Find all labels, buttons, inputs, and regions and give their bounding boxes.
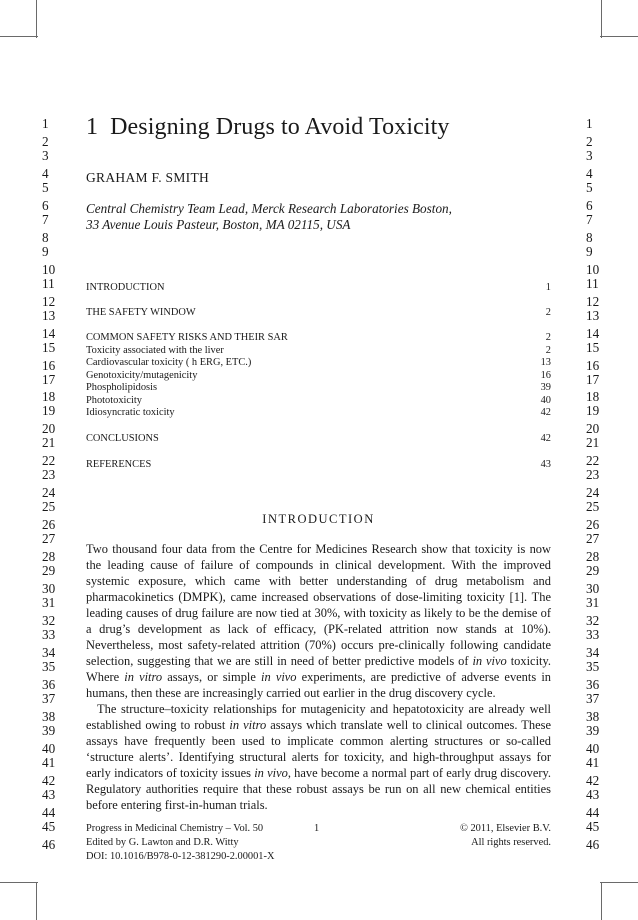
- footer-series: Progress in Medicinal Chemistry – Vol. 50: [86, 823, 264, 834]
- page-number: 1: [314, 823, 320, 834]
- line-number: 11: [42, 275, 55, 291]
- line-number: 27: [42, 531, 56, 547]
- line-number: 27: [586, 531, 600, 547]
- line-number: 4: [42, 165, 49, 181]
- line-number: 38: [42, 708, 56, 724]
- text-run: assays, or simple: [162, 669, 262, 684]
- author-affiliation: [86, 201, 452, 233]
- toc-entry-label: Phospholipidosis: [86, 382, 158, 393]
- line-number: 35: [586, 658, 600, 674]
- line-number: 10: [586, 261, 600, 277]
- crop-mark: [600, 882, 638, 883]
- line-number: 29: [586, 563, 600, 579]
- footer-editors: Edited by G. Lawton and D.R. Witty: [86, 837, 239, 848]
- line-number: 7: [586, 211, 593, 227]
- line-number: 20: [42, 421, 56, 437]
- toc-group-intro: [86, 282, 551, 295]
- line-number: 22: [42, 453, 56, 469]
- line-number: 33: [586, 627, 600, 642]
- line-number: 23: [586, 467, 600, 483]
- toc-entry[interactable]: [86, 395, 551, 408]
- line-number: 1: [586, 116, 593, 131]
- line-number: 35: [42, 658, 56, 674]
- toc-entry[interactable]: [86, 357, 551, 370]
- toc-entry[interactable]: [86, 407, 551, 420]
- toc-entry-label: Cardiovascular toxicity ( h ERG, ETC.): [86, 357, 252, 368]
- italic-run: in vivo: [261, 669, 297, 684]
- line-number: 41: [42, 754, 56, 770]
- line-number: 46: [586, 836, 600, 852]
- crop-mark: [600, 36, 638, 37]
- line-number: 22: [586, 453, 600, 469]
- toc-entry[interactable]: [86, 370, 551, 383]
- line-number: 16: [586, 357, 600, 373]
- line-numbers-right: [586, 116, 599, 851]
- toc-entry-page: 43: [540, 459, 551, 470]
- line-number: 15: [42, 339, 56, 355]
- line-number: 9: [586, 243, 593, 259]
- line-number: 13: [42, 307, 56, 323]
- line-number: 7: [42, 211, 49, 227]
- toc-entry-page: 16: [540, 369, 551, 381]
- line-number: 14: [42, 325, 56, 341]
- line-number: 21: [586, 435, 600, 451]
- line-number: 32: [586, 613, 600, 629]
- toc-group-conclusions: [86, 433, 551, 446]
- line-number: 28: [586, 549, 600, 565]
- toc-entry[interactable]: [86, 345, 551, 358]
- crop-mark: [601, 0, 602, 38]
- line-number: 36: [586, 676, 600, 692]
- line-number: 9: [42, 243, 49, 259]
- text-run: The structure–toxicity relationships for mutagenicity and hepatotoxicity are already well established owing to robust: [86, 701, 551, 732]
- paragraph: [86, 702, 551, 814]
- line-number: 3: [586, 147, 593, 163]
- line-number: 3: [42, 147, 49, 163]
- line-number: 10: [42, 261, 56, 277]
- footer-publication-info: [86, 822, 274, 864]
- text-run: assays which translate well to clinical outcomes. These assays have frequently been used to implicate common alerting structures or so-called ‘structure alerts’. Identifying structural alerts for toxicity, and high-throughput assays for early indicators of toxicity issues: [86, 717, 551, 780]
- toc-entry-label: Phototoxicity: [86, 394, 142, 406]
- footer-copyright: [460, 822, 551, 850]
- footer-doi[interactable]: DOI: 10.1016/B978-0-12-381290-2.00001-X: [86, 851, 275, 862]
- toc-entry[interactable]: [86, 307, 551, 320]
- affiliation-line: Central Chemistry Team Lead, Merck Research Laboratories Boston,: [86, 201, 452, 216]
- italic-run: in vivo: [254, 765, 288, 780]
- toc-entry-label: INTRODUCTION: [86, 282, 165, 293]
- line-number: 34: [586, 644, 600, 660]
- line-number: 5: [42, 179, 49, 195]
- line-number: 31: [586, 595, 600, 611]
- toc-group-references: [86, 459, 551, 472]
- line-number: 12: [586, 293, 600, 309]
- line-number: 40: [42, 740, 56, 756]
- body-text: [86, 542, 551, 814]
- line-number: 31: [42, 595, 56, 611]
- toc-entry-label: Toxicity associated with the liver: [86, 344, 224, 356]
- affiliation-line: 33 Avenue Louis Pasteur, Boston, MA 02115, USA: [86, 217, 351, 232]
- text-run: , have become a normal part of early drug discovery. Regulatory authorities require that these robust assays be run on all new chemical entities before entering first-in-human trials.: [86, 765, 552, 812]
- line-number: 30: [586, 581, 600, 597]
- line-number: 38: [586, 708, 600, 724]
- line-number: 2: [42, 133, 49, 149]
- line-number: 1: [42, 116, 49, 131]
- line-number: 33: [42, 627, 56, 642]
- line-number: 6: [586, 197, 593, 213]
- line-number: 37: [42, 690, 56, 706]
- line-number: 42: [586, 772, 600, 788]
- crop-mark: [36, 882, 37, 920]
- toc-entry-page: 2: [545, 344, 551, 356]
- line-number: 6: [42, 197, 49, 213]
- line-number: 24: [586, 485, 600, 501]
- line-numbers-left: [42, 116, 55, 851]
- toc-entry-label: Idiosyncratic toxicity: [86, 407, 175, 418]
- line-number: 43: [586, 786, 600, 802]
- copyright-text: © 2011, Elsevier B.V.: [459, 823, 551, 834]
- toc-entry-page: 13: [540, 357, 551, 368]
- line-number: 20: [586, 421, 600, 437]
- toc-entry-page: 42: [540, 407, 551, 418]
- paragraph: [86, 542, 551, 702]
- toc-entry[interactable]: [86, 382, 551, 395]
- toc-entry-label: REFERENCES: [86, 459, 152, 470]
- chapter-number: 1: [86, 114, 99, 140]
- line-number: 15: [586, 339, 600, 355]
- line-number: 4: [586, 165, 593, 181]
- crop-mark: [0, 882, 38, 883]
- italic-run: in vitro: [229, 717, 267, 732]
- line-number: 25: [42, 499, 56, 515]
- line-number: 8: [42, 229, 49, 245]
- line-number: 26: [586, 517, 600, 533]
- italic-run: in vivo: [472, 653, 507, 668]
- toc-entry-label: Genotoxicity/mutagenicity: [86, 369, 198, 381]
- line-number: 23: [42, 467, 56, 483]
- line-number: 11: [586, 275, 599, 291]
- section-heading: INTRODUCTION: [262, 512, 375, 526]
- toc-entry-page: 40: [540, 394, 551, 406]
- text-run: Two thousand four data from the Centre for Medicines Research show that toxicity is now the leading cause of failure of compounds in clinical development. With the improved systemic exposure, which came with better understanding of drug metabolism and pharmacokinetics (DMPK), came increased observations of dose-limiting toxicity [1]. The leading causes of drug failure are now tied at 30%, with toxicity as likely to be the demise of a drug’s development as lack of efficacy, (PK-related attrition now stands at 10%). Nevertheless, most safety-related attrition (70%) occurs pre-clinically following candidate selection, suggesting that we are still in need of better predictive models of: [86, 542, 551, 668]
- line-number: 8: [586, 229, 593, 245]
- line-number: 39: [586, 722, 600, 738]
- line-number: 29: [42, 563, 56, 579]
- line-number: 18: [586, 389, 600, 405]
- line-number: 19: [42, 403, 56, 419]
- line-number: 14: [586, 325, 600, 341]
- line-number: 16: [42, 357, 56, 373]
- toc-entry-label: COMMON SAFETY RISKS AND THEIR SAR: [86, 332, 288, 343]
- line-number: 13: [586, 307, 600, 323]
- crop-mark: [601, 882, 602, 920]
- line-number: 40: [586, 740, 600, 756]
- crop-mark: [36, 0, 37, 38]
- toc-entry[interactable]: [86, 459, 551, 472]
- line-number: 24: [42, 485, 56, 501]
- line-number: 18: [42, 389, 56, 405]
- toc-entry[interactable]: [86, 433, 551, 446]
- line-number: 36: [42, 676, 56, 692]
- line-number: 34: [42, 644, 56, 660]
- author-name: GRAHAM F. SMITH: [86, 170, 210, 185]
- line-number: 39: [42, 722, 56, 738]
- line-number: 26: [42, 517, 56, 533]
- line-number: 42: [42, 772, 56, 788]
- line-number: 46: [42, 836, 56, 852]
- toc-entry-label: CONCLUSIONS: [86, 433, 159, 444]
- italic-run: in vitro: [124, 669, 163, 684]
- text-run: toxicity. Where: [86, 653, 551, 684]
- chapter-title-text: Designing Drugs to Avoid Toxicity: [110, 114, 450, 140]
- line-number: 44: [42, 804, 56, 820]
- toc-entry-page: 1: [545, 282, 551, 293]
- line-number: 21: [42, 435, 56, 451]
- line-number: 41: [586, 754, 600, 770]
- line-number: 44: [586, 804, 600, 820]
- toc-group-safety-risks: [86, 332, 551, 420]
- line-number: 28: [42, 549, 56, 565]
- chapter-title: [86, 114, 450, 141]
- line-number: 37: [586, 690, 600, 706]
- rights-text: All rights reserved.: [471, 837, 551, 848]
- toc-group-safety-window: [86, 307, 551, 320]
- crop-mark: [0, 36, 38, 37]
- toc-entry-page: 42: [540, 433, 551, 444]
- text-run: experiments, are predictive of adverse events in humans, then these are increasingly carried out earlier in the drug discovery cycle.: [86, 669, 551, 700]
- toc-entry[interactable]: [86, 282, 551, 295]
- line-number: 2: [586, 133, 593, 149]
- toc-entry[interactable]: [86, 332, 551, 345]
- line-number: 19: [586, 403, 600, 419]
- toc-entry-page: 2: [545, 307, 551, 318]
- toc-entry-page: 2: [545, 332, 551, 343]
- line-number: 32: [42, 613, 56, 629]
- line-number: 17: [586, 371, 600, 387]
- line-number: 17: [42, 371, 56, 387]
- toc-entry-page: 39: [540, 382, 551, 393]
- line-number: 30: [42, 581, 56, 597]
- line-number: 12: [42, 293, 56, 309]
- line-number: 43: [42, 786, 56, 802]
- toc-entry-label: THE SAFETY WINDOW: [86, 307, 196, 318]
- line-number: 45: [42, 818, 56, 834]
- line-number: 25: [586, 499, 600, 515]
- line-number: 45: [586, 818, 600, 834]
- line-number: 5: [586, 179, 593, 195]
